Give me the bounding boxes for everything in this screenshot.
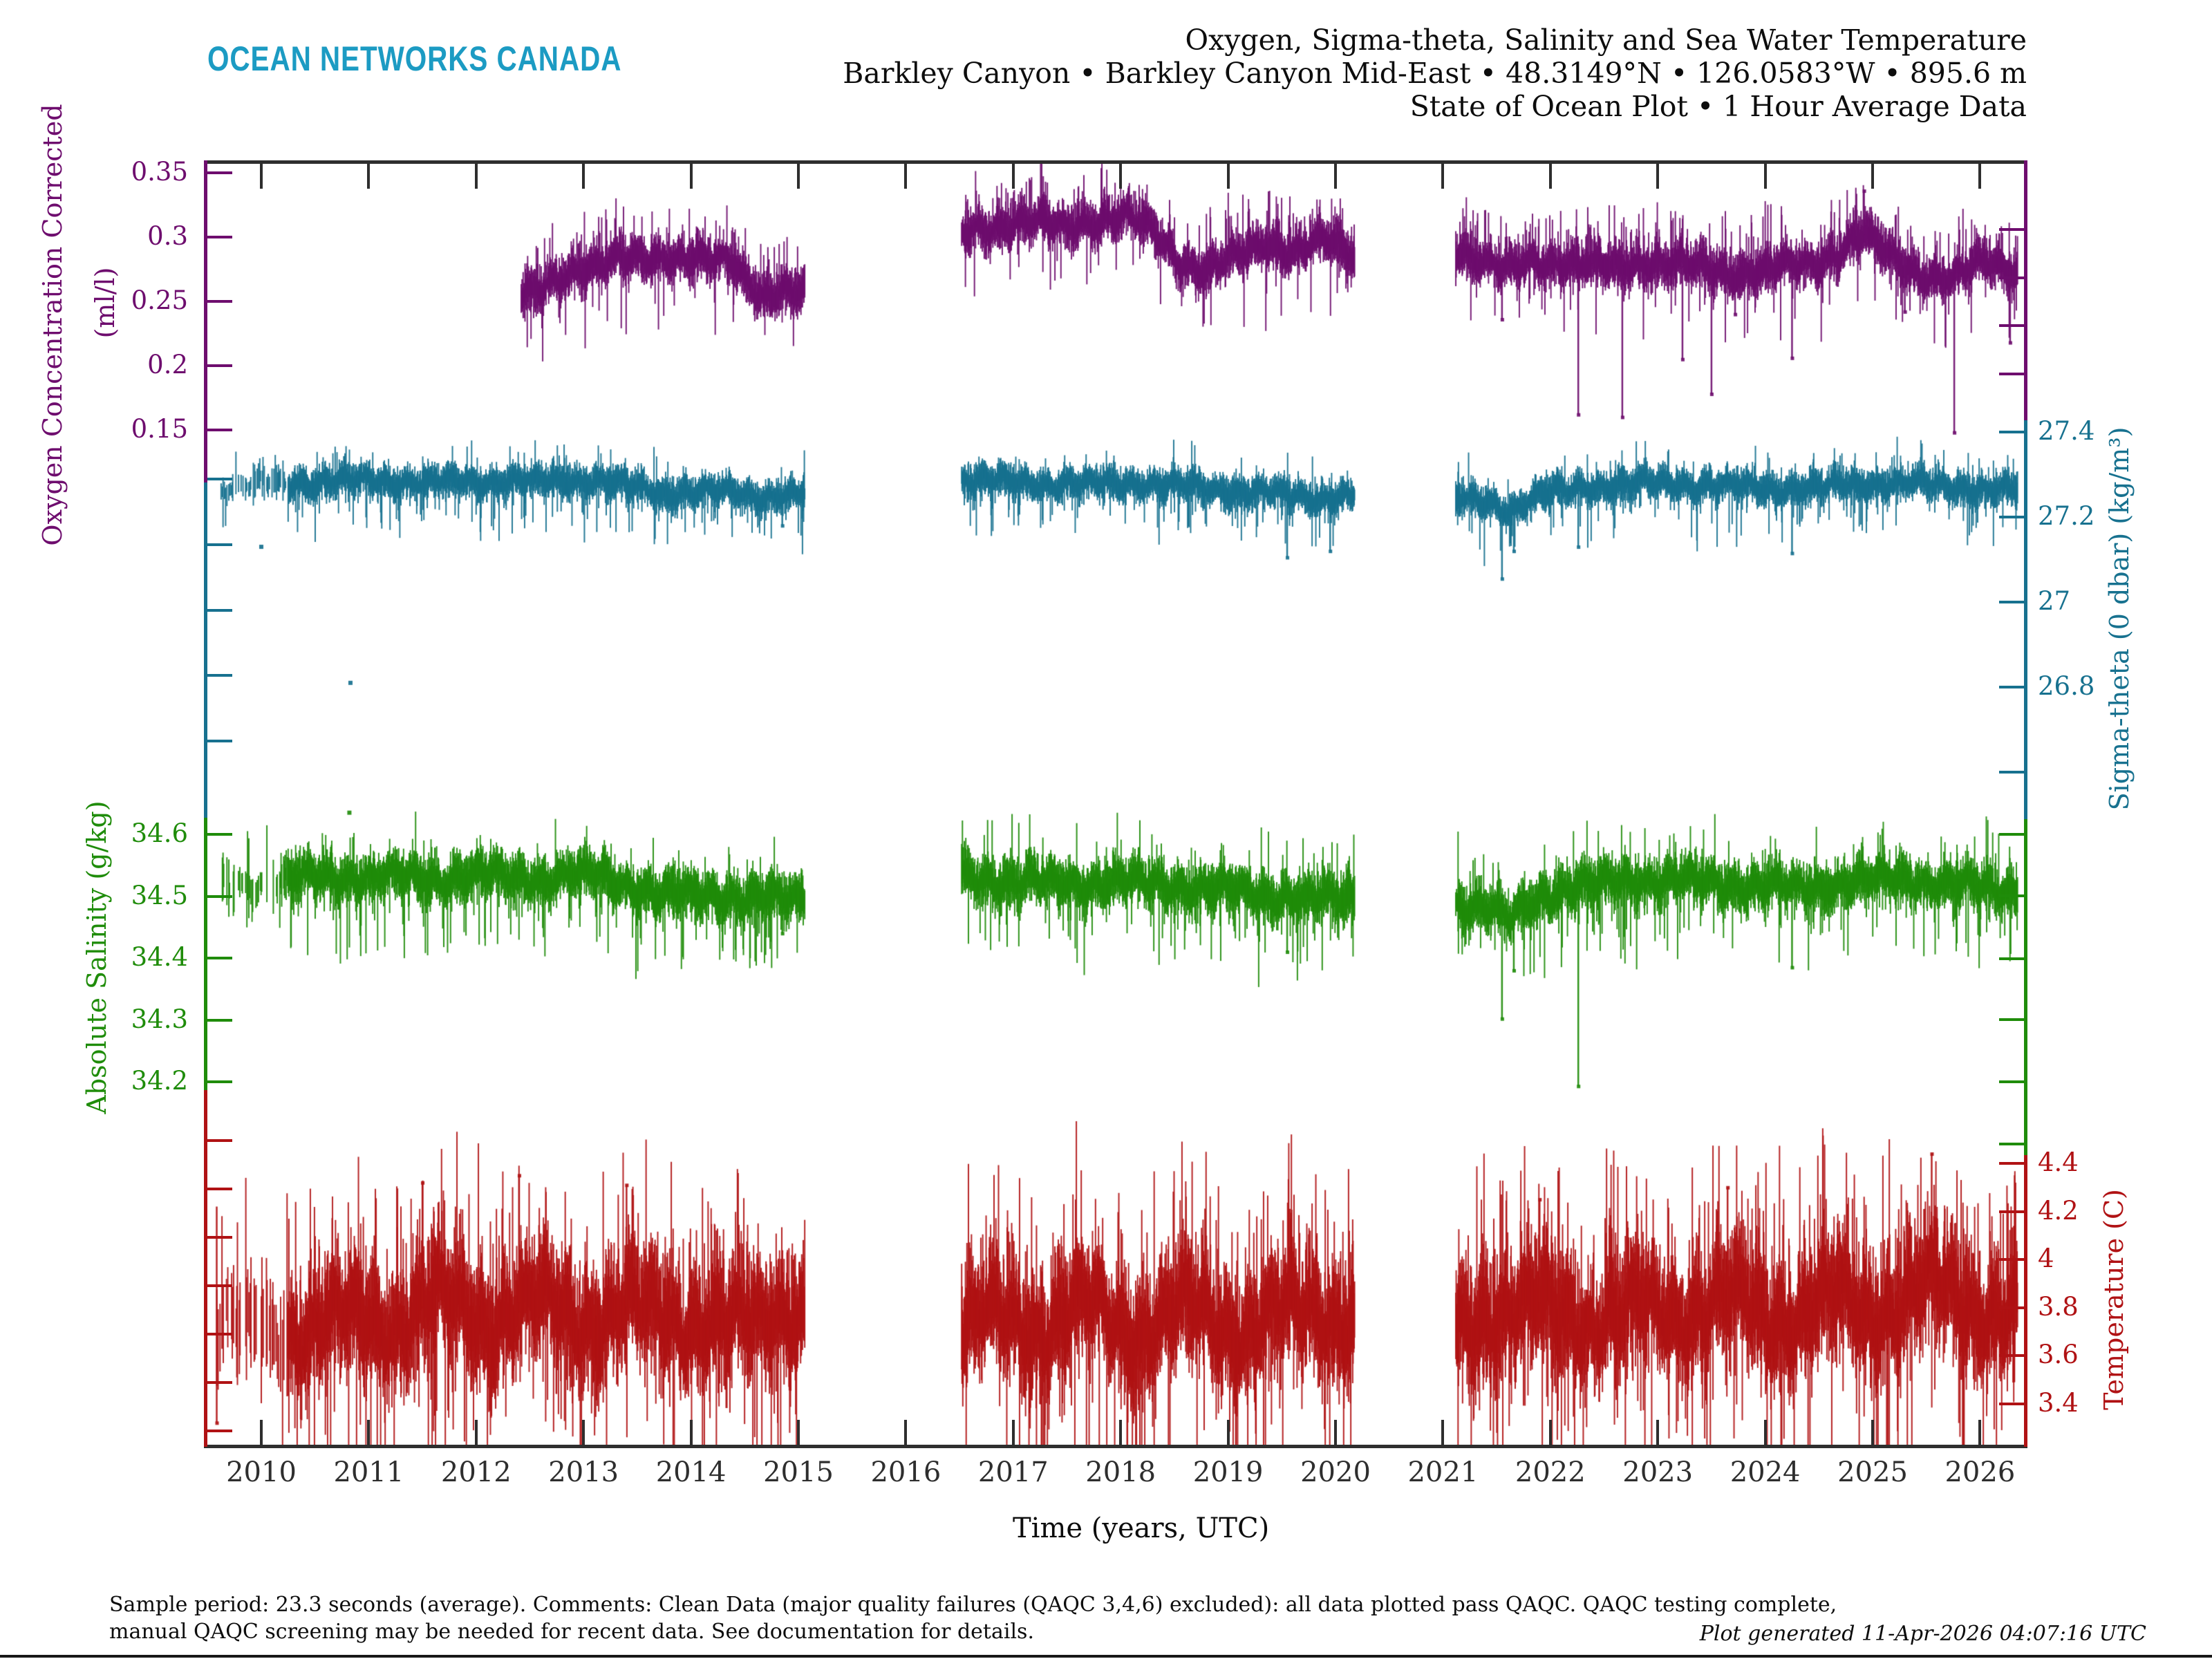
x-tick-top: [797, 164, 800, 189]
temperature-tick-label: 4: [2038, 1244, 2054, 1273]
temperature-minor-tick-left: [207, 1381, 232, 1384]
temperature-tick-label: 3.4: [2038, 1387, 2079, 1418]
salinity-axis-title: Absolute Salinity (g/kg): [82, 800, 112, 1114]
temperature-tick-label: 3.6: [2038, 1340, 2079, 1369]
plot-generated-timestamp: Plot generated 11-Apr-2026 04:07:16 UTC: [1699, 1622, 2146, 1646]
x-tick-label: 2026: [1944, 1456, 2016, 1488]
oxygen-tick-label: 0.2: [147, 350, 188, 379]
temperature-minor-tick-left: [207, 1139, 232, 1142]
sigma-tick: [1999, 601, 2024, 603]
x-tick-label: 2018: [1085, 1456, 1156, 1488]
temperature-tick: [1999, 1354, 2024, 1357]
oxygen-tick: [207, 171, 232, 174]
right-spine-salinity: [2024, 819, 2027, 1155]
salinity-minor-tick-right: [1999, 1143, 2024, 1145]
x-tick-bottom: [797, 1420, 800, 1445]
x-tick-bottom: [1764, 1420, 1767, 1445]
x-tick-label: 2025: [1837, 1456, 1908, 1488]
x-tick-bottom: [1334, 1420, 1337, 1445]
salinity-tick: [207, 895, 232, 898]
x-tick-bottom: [475, 1420, 478, 1445]
salinity-tick-label: 34.5: [131, 880, 188, 910]
salinity-tick: [207, 833, 232, 836]
sigma-minor-tick-left: [207, 740, 232, 742]
x-tick-bottom: [1978, 1420, 1981, 1445]
oxygen-tick-label: 0.25: [131, 285, 188, 315]
sigma-tick-label: 27: [2038, 586, 2071, 616]
x-tick-top: [1656, 164, 1659, 189]
x-tick-label: 2022: [1515, 1456, 1586, 1488]
x-tick-label: 2012: [440, 1456, 512, 1488]
oxygen-axis-title: Oxygen Concentration Corrected: [37, 104, 68, 546]
left-spine-salinity: [204, 818, 207, 1090]
sigma-minor-tick-left: [207, 609, 232, 612]
x-tick-top: [475, 164, 478, 189]
salinity-tick: [207, 1080, 232, 1083]
onc-logo: OCEAN NETWORKS CANADA: [207, 39, 622, 79]
footer-text: [109, 1591, 1837, 1645]
x-tick-top: [1549, 164, 1552, 189]
temperature-tick: [1999, 1306, 2024, 1309]
temperature-minor-tick-left: [207, 1284, 232, 1287]
x-tick-top: [904, 164, 907, 189]
footer-line-2: manual QAQC screening may be needed for recent data. See documentation for details.: [109, 1620, 1034, 1644]
x-tick-bottom: [1012, 1420, 1015, 1445]
x-tick-top: [260, 164, 263, 189]
x-tick-bottom: [260, 1420, 263, 1445]
bottom-spine: [204, 1445, 2027, 1448]
x-tick-label: 2016: [870, 1456, 941, 1488]
oxygen-minor-tick-right: [1999, 228, 2024, 231]
x-tick-top: [582, 164, 585, 189]
x-tick-label: 2019: [1192, 1456, 1264, 1488]
x-tick-label: 2023: [1622, 1456, 1694, 1488]
x-tick-top: [1978, 164, 1981, 189]
x-tick-top: [367, 164, 370, 189]
sigma-tick-label: 27.4: [2038, 416, 2095, 446]
salinity-minor-tick-right: [1999, 1080, 2024, 1083]
sigma-tick: [1999, 431, 2024, 433]
sigma-tick: [1999, 516, 2024, 518]
x-tick-label: 2024: [1730, 1456, 1801, 1488]
x-tick-bottom: [582, 1420, 585, 1445]
x-tick-top: [1334, 164, 1337, 189]
left-spine-oxygen: [204, 160, 207, 482]
x-tick-top: [1012, 164, 1015, 189]
right-spine-temperature: [2024, 1155, 2027, 1447]
x-tick-bottom: [367, 1420, 370, 1445]
oxygen-axis-units: (ml/l): [90, 267, 120, 339]
salinity-tick-label: 34.2: [131, 1066, 188, 1096]
x-tick-top: [1871, 164, 1874, 189]
sigma-tick: [1999, 686, 2024, 688]
sigma-tick-label: 26.8: [2038, 671, 2095, 701]
left-spine-temperature: [204, 1090, 207, 1447]
x-axis-title: Time (years, UTC): [1013, 1512, 1270, 1544]
temperature-minor-tick-left: [207, 1430, 232, 1432]
oxygen-tick-label: 0.3: [147, 221, 188, 251]
x-tick-label: 2011: [333, 1456, 404, 1488]
x-tick-label: 2013: [548, 1456, 619, 1488]
sigma-tick-label: 27.2: [2038, 501, 2095, 531]
x-tick-bottom: [1119, 1420, 1122, 1445]
oxygen-minor-tick-right: [1999, 324, 2024, 327]
x-tick-label: 2017: [977, 1456, 1049, 1488]
temperature-tick: [1999, 1210, 2024, 1213]
x-tick-top: [1764, 164, 1767, 189]
x-tick-bottom: [1656, 1420, 1659, 1445]
sigma-minor-tick-right: [1999, 771, 2024, 774]
salinity-tick: [207, 1019, 232, 1022]
title-block: [843, 24, 2027, 123]
temperature-minor-tick-left: [207, 1188, 232, 1190]
bottom-border-line: [0, 1655, 2212, 1658]
salinity-tick: [207, 957, 232, 959]
temperature-minor-tick-left: [207, 1333, 232, 1335]
salinity-tick-label: 34.3: [131, 1004, 188, 1034]
oxygen-tick: [207, 300, 232, 303]
oxygen-tick: [207, 236, 232, 238]
salinity-minor-tick-right: [1999, 833, 2024, 836]
x-tick-label: 2020: [1300, 1456, 1371, 1488]
title-line-3: State of Ocean Plot • 1 Hour Average Data: [1409, 90, 2027, 123]
footer-line-1: Sample period: 23.3 seconds (average). Comments: Clean Data (major quality failures (QAQC 3,4,6) excluded): all data plotted pass QAQC. QAQC testing complete,: [109, 1593, 1837, 1617]
x-tick-label: 2014: [655, 1456, 727, 1488]
x-tick-label: 2010: [226, 1456, 297, 1488]
right-spine-oxygen: [2024, 160, 2027, 420]
oxygen-tick: [207, 364, 232, 367]
x-tick-top: [1119, 164, 1122, 189]
salinity-tick-label: 34.4: [131, 942, 188, 972]
oxygen-minor-tick-right: [1999, 276, 2024, 279]
x-tick-bottom: [1871, 1420, 1874, 1445]
x-tick-top: [1227, 164, 1230, 189]
oxygen-tick-label: 0.35: [131, 157, 188, 187]
temperature-axis-title: Temperature (C): [2099, 1189, 2129, 1410]
x-tick-label: 2015: [763, 1456, 834, 1488]
x-tick-label: 2021: [1407, 1456, 1479, 1488]
x-tick-top: [1441, 164, 1444, 189]
oxygen-tick-label: 0.15: [131, 414, 188, 444]
salinity-minor-tick-right: [1999, 1018, 2024, 1021]
temperature-tick-label: 4.4: [2038, 1147, 2079, 1177]
sigma-minor-tick-left: [207, 543, 232, 546]
title-line-2: Barkley Canyon • Barkley Canyon Mid-East • 48.3149°N • 126.0583°W • 895.6 m: [843, 57, 2027, 90]
x-tick-bottom: [1441, 1420, 1444, 1445]
oxygen-minor-tick-right: [1999, 373, 2024, 375]
temperature-tick: [1999, 1403, 2024, 1405]
temperature-tick: [1999, 1258, 2024, 1261]
x-tick-bottom: [690, 1420, 693, 1445]
x-tick-bottom: [1227, 1420, 1230, 1445]
salinity-minor-tick-right: [1999, 957, 2024, 960]
oxygen-tick: [207, 429, 232, 431]
left-spine-sigma: [204, 482, 207, 818]
sigma-axis-title: Sigma-theta (0 dbar) (kg/m³): [2104, 427, 2135, 811]
temperature-minor-tick-left: [207, 1236, 232, 1239]
right-spine-sigma: [2024, 420, 2027, 819]
sigma-minor-tick-left: [207, 674, 232, 677]
title-line-1: Oxygen, Sigma-theta, Salinity and Sea Water Temperature: [1185, 24, 2027, 57]
sigma-minor-tick-left: [207, 478, 232, 480]
temperature-tick-label: 3.8: [2038, 1291, 2079, 1322]
x-tick-bottom: [1549, 1420, 1552, 1445]
temperature-tick-label: 4.2: [2038, 1195, 2079, 1226]
salinity-tick-label: 34.6: [131, 818, 188, 848]
temperature-tick: [1999, 1162, 2024, 1165]
x-tick-bottom: [904, 1420, 907, 1445]
salinity-minor-tick-right: [1999, 894, 2024, 897]
x-tick-top: [690, 164, 693, 189]
